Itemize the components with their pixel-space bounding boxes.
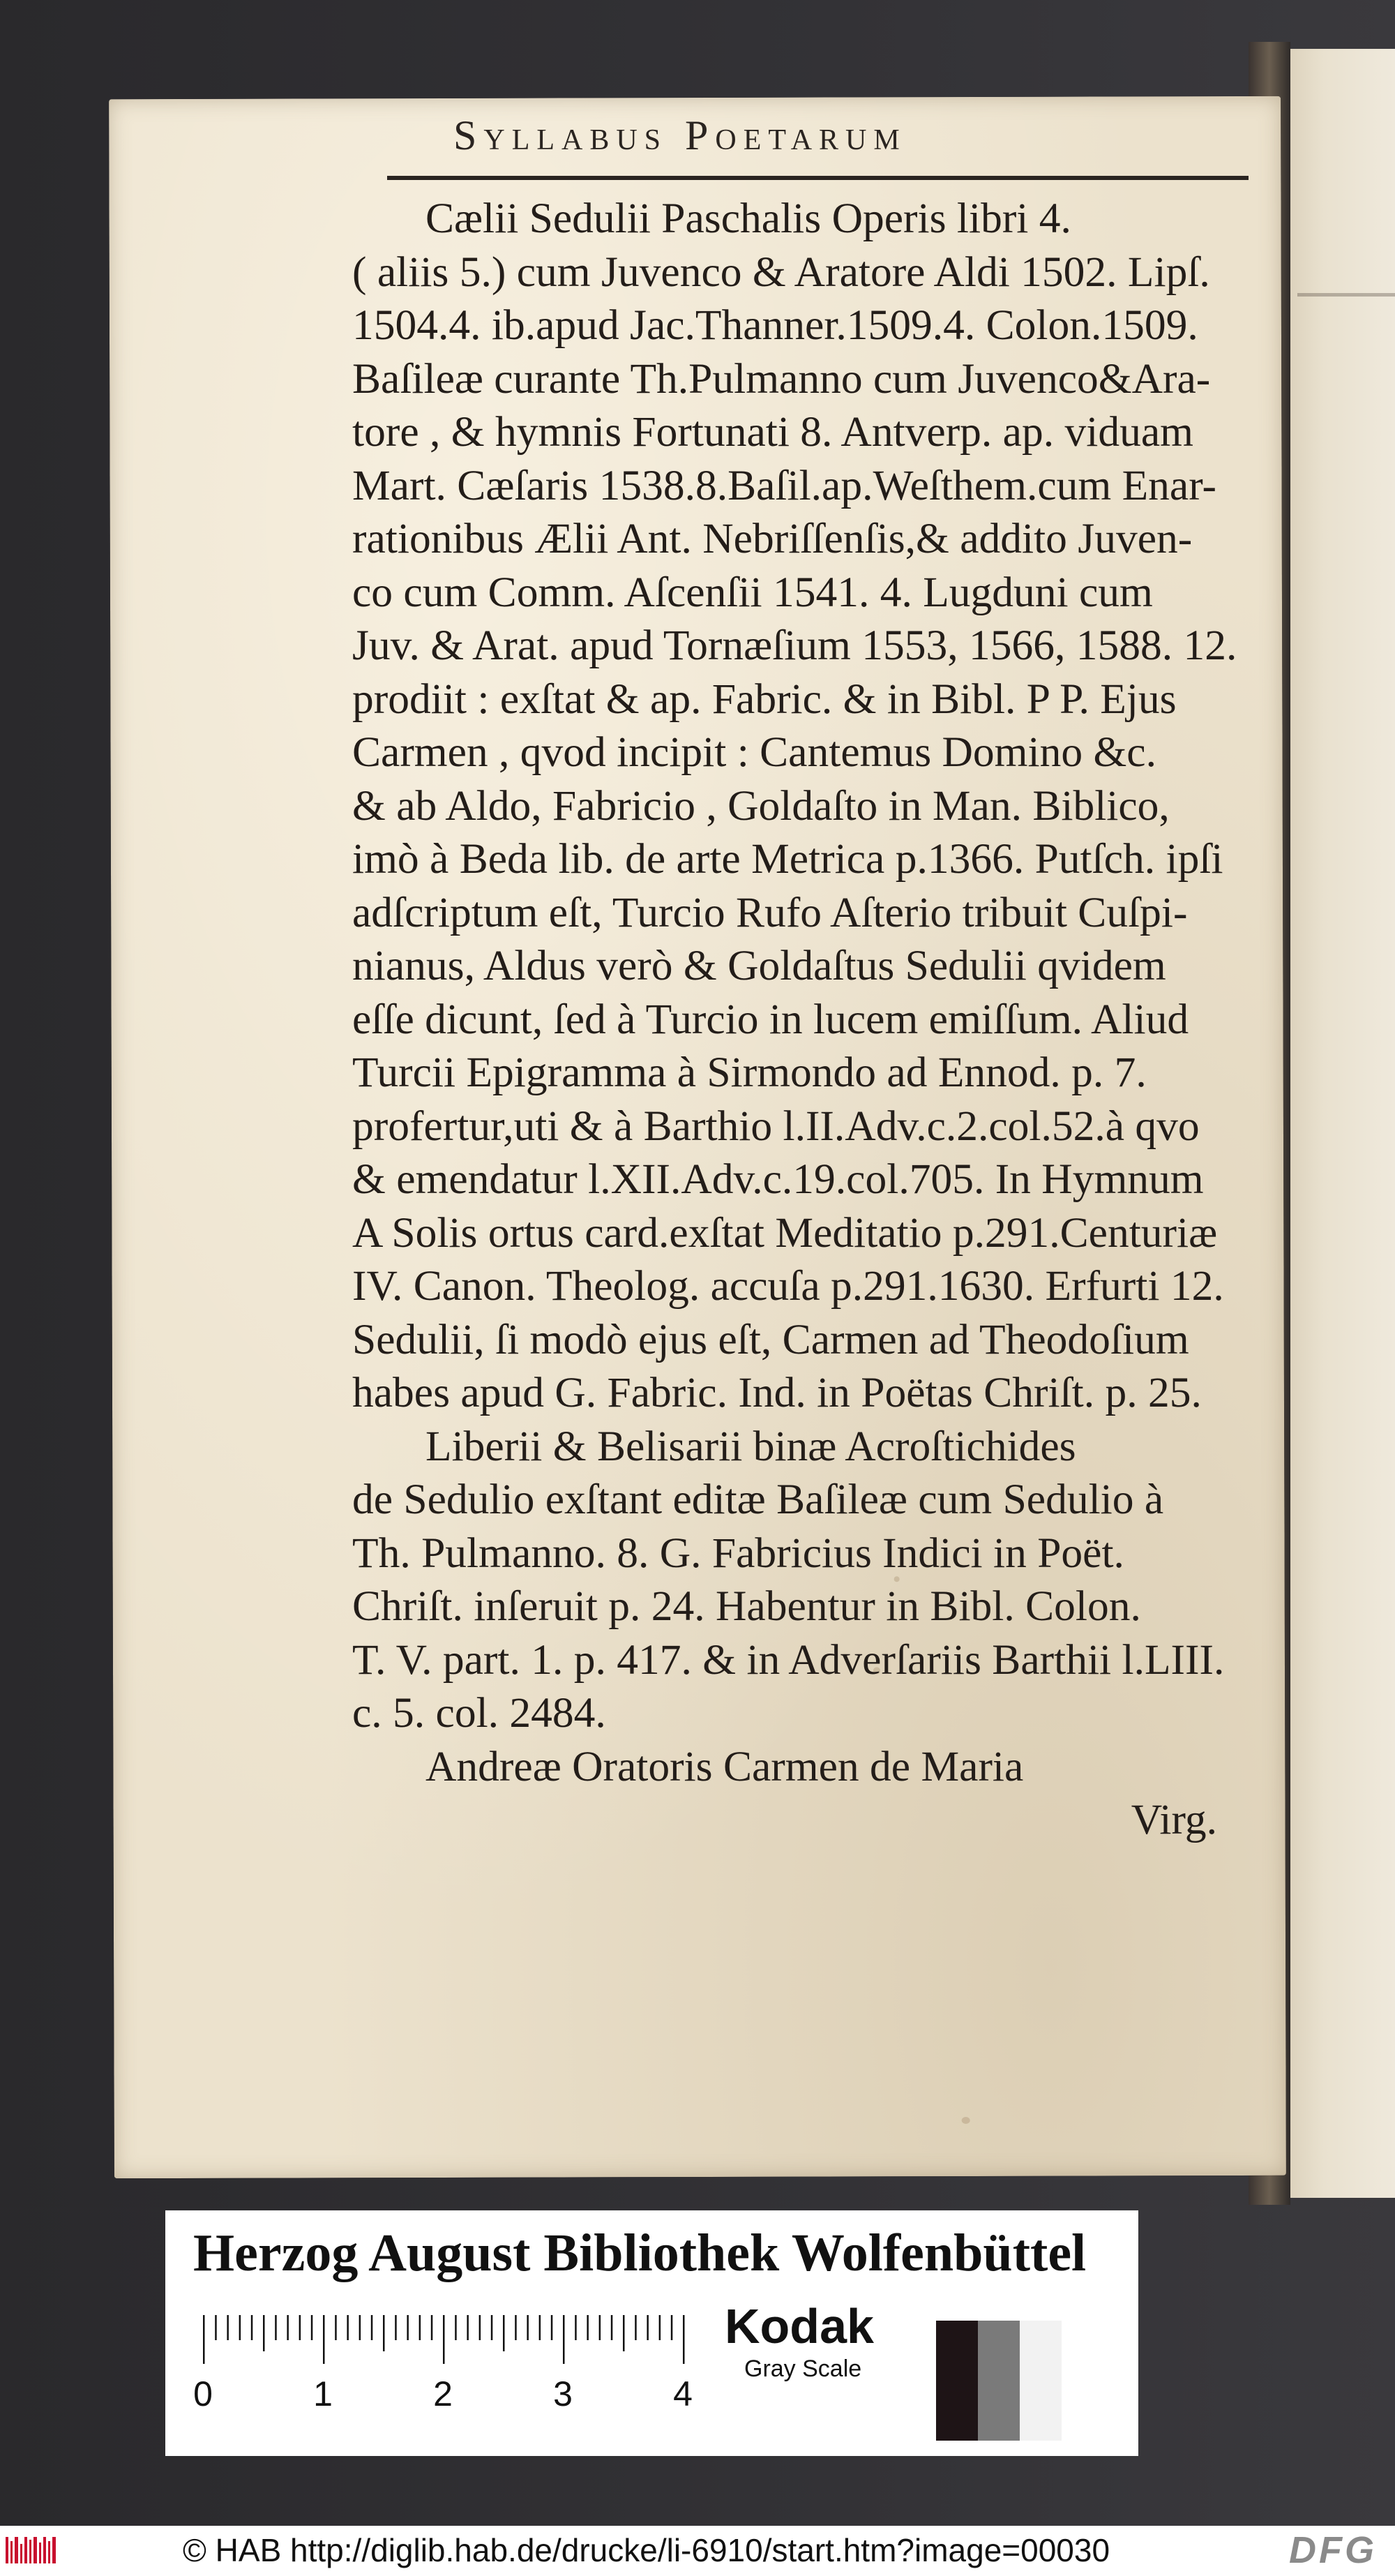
adjacent-page xyxy=(1276,49,1395,2198)
ruler-tick xyxy=(275,2315,277,2340)
dfg-logo: DFG xyxy=(1289,2529,1377,2571)
ruler-tick xyxy=(251,2315,253,2340)
library-title: Herzog August Bibliothek Wolfenbüttel xyxy=(193,2224,1087,2282)
ruler-tick xyxy=(479,2315,481,2340)
text-line: profertur,uti & à Barthio l.II.Adv.c.2.col.52.à qvo xyxy=(352,1102,1200,1150)
text-line: Chriſt. inſeruit p. 24. Habentur in Bibl. Colon. xyxy=(352,1582,1141,1630)
ruler-tick xyxy=(263,2315,265,2351)
text-line: de Sedulio exſtant editæ Baſileæ cum Sedulio à xyxy=(352,1476,1164,1523)
gray-scale-patches xyxy=(936,2321,1062,2441)
text-line: A Solis ortus card.exſtat Meditatio p.291.Centuriæ xyxy=(352,1208,1218,1257)
text-line: adſcriptum eſt, Turcio Rufo Aſterio tribuit Cuſpi- xyxy=(352,888,1188,936)
ruler-tick xyxy=(611,2315,613,2340)
text-line: nianus, Aldus verò & Goldaſtus Sedulii qvidem xyxy=(352,942,1166,989)
text-line: c. 5. col. 2484. xyxy=(352,1689,606,1737)
ruler-number: 0 xyxy=(193,2374,213,2413)
ruler-tick xyxy=(203,2315,205,2364)
text-line: imò à Beda lib. de arte Metrica p.1366. Putſch. ipſi xyxy=(352,835,1223,883)
text-line: Mart. Cæſaris 1538.8.Baſil.ap.Weſthem.cum Enar- xyxy=(352,461,1216,509)
ruler-tick xyxy=(587,2315,589,2340)
ruler-tick xyxy=(623,2315,625,2351)
ruler-tick xyxy=(515,2315,517,2340)
library-label xyxy=(165,2210,1138,2456)
ruler-tick xyxy=(359,2315,361,2340)
text-line: Andreæ Oratoris Carmen de Maria xyxy=(425,1742,1024,1790)
gray-patch xyxy=(978,2321,1020,2441)
body-text xyxy=(352,192,1259,1847)
text-line: & emendatur l.XII.Adv.c.19.col.705. In Hymnum xyxy=(352,1155,1204,1203)
text-line: & ab Aldo, Fabricio , Goldaſto in Man. Biblico, xyxy=(352,781,1170,830)
text-line: Cælii Sedulii Paschalis Operis libri 4. xyxy=(425,195,1071,242)
gray-scale-caption: Gray Scale xyxy=(744,2356,862,2382)
ruler-tick xyxy=(551,2315,553,2340)
gray-patch xyxy=(1020,2321,1062,2441)
ruler-tick xyxy=(395,2315,397,2340)
ruler-tick xyxy=(539,2315,541,2340)
ruler-tick xyxy=(407,2315,409,2340)
ruler-tick xyxy=(527,2315,529,2340)
text-line: 1504.4. ib.apud Jac.Thanner.1509.4. Colon.1509. xyxy=(352,301,1198,349)
text-line: Baſileæ curante Th.Pulmanno cum Juvenco&Ara- xyxy=(352,354,1211,403)
ruler-tick xyxy=(239,2315,241,2340)
copyright-credit[interactable]: © HAB http://diglib.hab.de/drucke/li-6910/start.htm?image=00030 xyxy=(183,2532,1110,2568)
text-line: rationibus Ælii Ant. Nebriſſenſis,& addito Juven- xyxy=(352,515,1193,562)
text-line: T. V. part. 1. p. 417. & in Adverſariis Barthii l.LIII. xyxy=(352,1635,1225,1684)
kodak-logo: Kodak xyxy=(725,2299,874,2353)
adjacent-page-rule xyxy=(1297,293,1395,297)
text-line: prodiit : exſtat & ap. Fabric. & in Bibl. P P. Ejus xyxy=(352,675,1177,723)
ruler-tick xyxy=(671,2315,673,2340)
ruler-tick xyxy=(347,2315,349,2340)
ruler-tick xyxy=(491,2315,493,2340)
text-line: IV. Canon. Theolog. accuſa p.291.1630. Erfurti 12. xyxy=(352,1262,1224,1310)
ruler-tick xyxy=(311,2315,313,2340)
text-line: Virg. xyxy=(1131,1796,1217,1843)
text-line: tore , & hymnis Fortunati 8. Antverp. ap. viduam xyxy=(352,408,1193,456)
ruler-tick xyxy=(563,2315,565,2364)
ruler-number: 3 xyxy=(553,2374,573,2413)
text-line: Juv. & Arat. apud Tornæſium 1553, 1566, 1588. 12. xyxy=(352,622,1237,669)
ruler-tick xyxy=(323,2315,325,2364)
text-line: ( aliis 5.) cum Juvenco & Aratore Aldi 1502. Lipſ. xyxy=(352,248,1210,296)
ruler-tick xyxy=(575,2315,577,2340)
ruler-tick xyxy=(659,2315,661,2340)
text-line: co cum Comm. Aſcenſii 1541. 4. Lugduni cum xyxy=(352,568,1153,616)
gray-patch xyxy=(936,2321,978,2441)
ruler-tick xyxy=(647,2315,649,2340)
text-line: Carmen , qvod incipit : Cantemus Domino &c. xyxy=(352,728,1156,776)
ruler-number: 1 xyxy=(313,2374,333,2413)
ruler-tick xyxy=(455,2315,457,2340)
running-head: Syllabus Poetarum xyxy=(453,112,907,158)
ruler-tick xyxy=(599,2315,601,2340)
text-line: Liberii & Belisarii binæ Acroſtichides xyxy=(425,1422,1076,1470)
text-line: Turcii Epigramma à Sirmondo ad Ennod. p. 7. xyxy=(352,1049,1147,1096)
ruler-tick xyxy=(431,2315,433,2340)
text-line: eſſe dicunt, ſed à Turcio in lucem emiſſum. Aliud xyxy=(352,995,1189,1043)
ruler-tick xyxy=(299,2315,301,2340)
barcode-icon xyxy=(4,2534,60,2566)
text-line: Sedulii, ſi modò ejus eſt, Carmen ad Theodoſium xyxy=(352,1315,1189,1363)
ruler-tick xyxy=(383,2315,385,2351)
ruler-tick xyxy=(335,2315,337,2340)
ruler-number: 2 xyxy=(433,2374,453,2413)
ruler-tick xyxy=(503,2315,505,2351)
ruler-tick xyxy=(683,2315,685,2364)
ruler-tick xyxy=(371,2315,373,2340)
ruler-tick xyxy=(443,2315,445,2364)
ruler-tick xyxy=(215,2315,217,2340)
paper-spot xyxy=(962,2117,970,2124)
text-line: Th. Pulmanno. 8. G. Fabricius Indici in Poët. xyxy=(352,1529,1124,1577)
ruler-tick xyxy=(287,2315,289,2340)
ruler-tick xyxy=(419,2315,421,2340)
ruler-tick xyxy=(227,2315,229,2340)
ruler-number: 4 xyxy=(673,2374,693,2413)
ruler-tick xyxy=(467,2315,469,2340)
header-rule xyxy=(387,176,1249,180)
footer-bar xyxy=(0,2526,1395,2576)
ruler-tick xyxy=(635,2315,637,2340)
text-line: habes apud G. Fabric. Ind. in Poëtas Chriſt. p. 25. xyxy=(352,1369,1202,1416)
